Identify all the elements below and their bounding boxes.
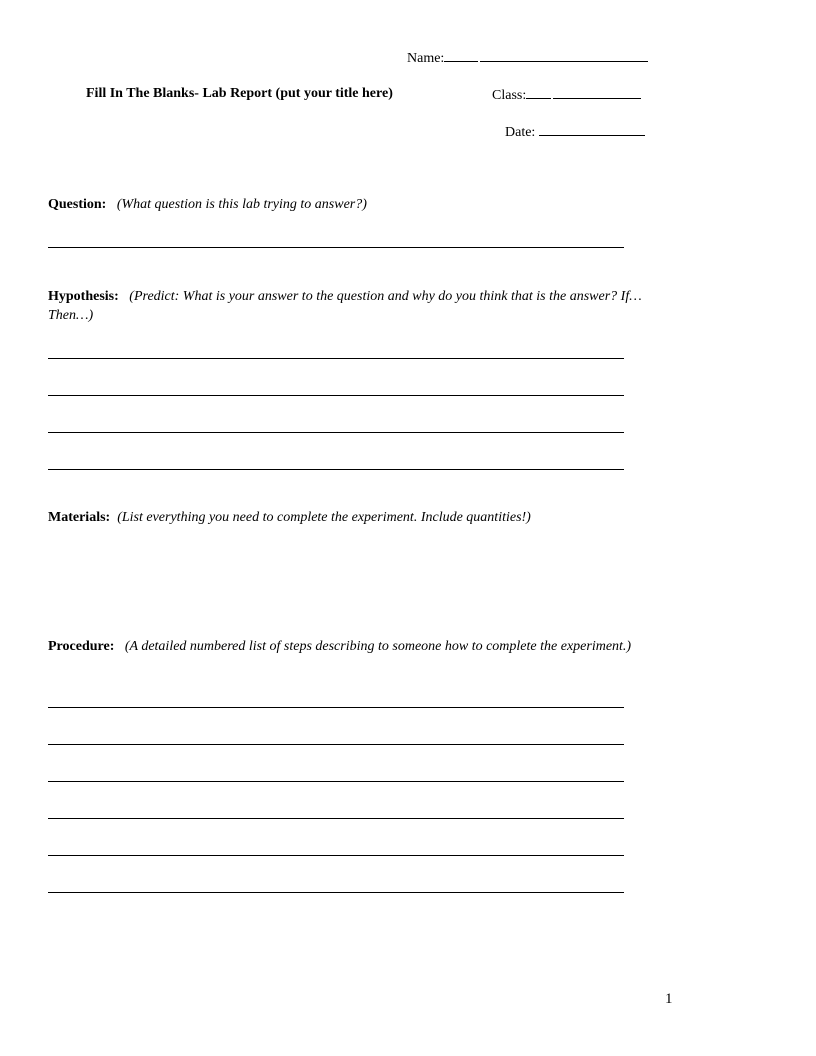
class-blank-short[interactable] bbox=[526, 86, 551, 99]
hypothesis-label: Hypothesis: bbox=[48, 289, 119, 304]
date-blank[interactable] bbox=[539, 123, 645, 136]
procedure-answer-line[interactable] bbox=[48, 818, 624, 819]
name-label: Name: bbox=[407, 51, 445, 66]
hypothesis-description: (Predict: What is your answer to the question and why do you think that is the answer? If…Then…) bbox=[48, 289, 642, 323]
date-line bbox=[505, 123, 645, 141]
hypothesis-answer-line[interactable] bbox=[48, 469, 624, 470]
question-label: Question: bbox=[48, 197, 107, 212]
class-line bbox=[492, 86, 641, 104]
name-line bbox=[407, 49, 648, 67]
class-blank[interactable] bbox=[553, 86, 641, 99]
report-title: Fill In The Blanks- Lab Report (put your title here) bbox=[86, 86, 393, 101]
page-number: 1 bbox=[665, 991, 673, 1007]
date-label: Date: bbox=[505, 125, 539, 140]
procedure-answer-line[interactable] bbox=[48, 892, 624, 893]
procedure-answer-line[interactable] bbox=[48, 744, 624, 745]
procedure-answer-line[interactable] bbox=[48, 707, 624, 708]
class-label: Class: bbox=[492, 88, 527, 103]
hypothesis-section bbox=[48, 287, 643, 325]
question-description: (What question is this lab trying to answer?) bbox=[116, 197, 367, 212]
procedure-label: Procedure: bbox=[48, 639, 115, 654]
materials-section bbox=[48, 508, 643, 527]
materials-description: (List everything you need to complete the experiment. Include quantities!) bbox=[117, 510, 531, 525]
procedure-answer-line[interactable] bbox=[48, 855, 624, 856]
name-blank[interactable] bbox=[480, 49, 648, 62]
hypothesis-answer-line[interactable] bbox=[48, 395, 624, 396]
hypothesis-answer-line[interactable] bbox=[48, 358, 624, 359]
name-blank-short[interactable] bbox=[444, 49, 478, 62]
procedure-section bbox=[48, 637, 643, 656]
procedure-description: (A detailed numbered list of steps describing to someone how to complete the experiment.) bbox=[124, 639, 632, 654]
procedure-answer-line[interactable] bbox=[48, 781, 624, 782]
hypothesis-answer-line[interactable] bbox=[48, 432, 624, 433]
materials-label: Materials: bbox=[48, 510, 111, 525]
question-section bbox=[48, 195, 643, 214]
question-answer-line[interactable] bbox=[48, 247, 624, 248]
